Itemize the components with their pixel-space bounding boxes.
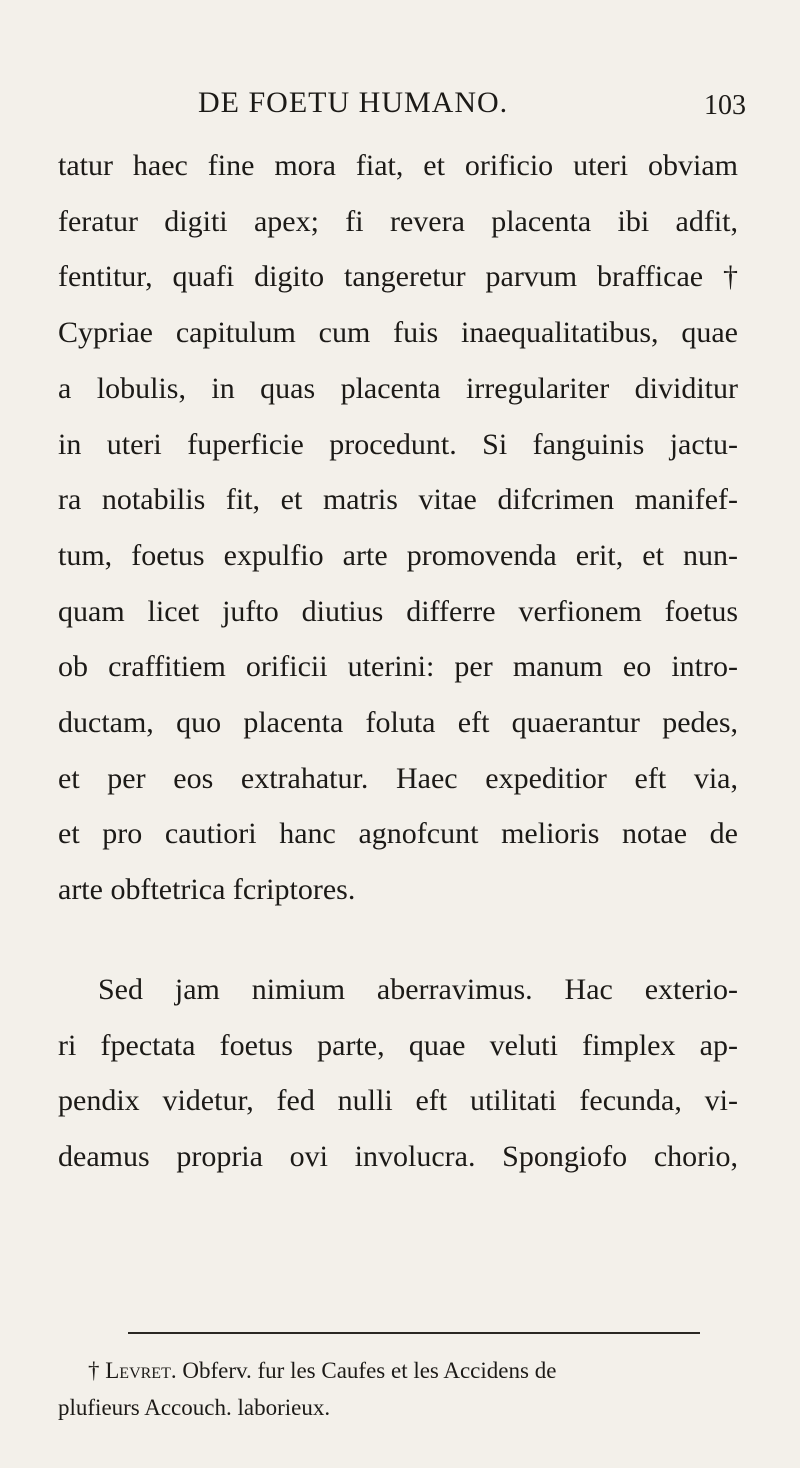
- text-line: ductam, quo placenta foluta eft quaerantur pedes,: [58, 706, 738, 740]
- text-line: ri fpectata foetus parte, quae veluti fimplex ap-: [58, 1028, 738, 1062]
- paragraph-2: [58, 962, 738, 1185]
- running-head: [58, 86, 758, 126]
- text-line: tum, foetus expulfio arte promovenda erit, et nun-: [58, 538, 738, 572]
- footnote-line: [58, 1352, 738, 1389]
- text-line: et per eos extrahatur. Haec expeditior eft via,: [58, 761, 738, 795]
- book-page: [58, 0, 758, 1468]
- body-text: [58, 138, 738, 1185]
- footnote-marker: †: [88, 1358, 100, 1383]
- text-line: tatur haec fine mora fiat, et orificio uteri obviam: [58, 149, 738, 182]
- footnote-line: plufieurs Accouch. laborieux.: [58, 1395, 331, 1420]
- text-line: in uteri fuperficie procedunt. Si fanguinis jactu-: [58, 427, 738, 461]
- footnote-author: Levret.: [105, 1358, 177, 1383]
- paragraph-gap: [58, 918, 738, 962]
- text-line: feratur digiti apex; fi revera placenta ibi adfit,: [58, 204, 738, 238]
- running-title: DE FOETU HUMANO.: [198, 86, 509, 119]
- footnote-text: Obferv. fur les Caufes et les Accidens de: [182, 1358, 557, 1383]
- text-line: deamus propria ovi involucra. Spongiofo chorio,: [58, 1139, 738, 1173]
- text-line: ob craffitiem orificii uterini: per manum eo intro-: [58, 650, 738, 684]
- text-line: Cypriae capitulum cum fuis inaequalitatibus, quae: [58, 316, 738, 350]
- text-line: arte obftetrica fcriptores.: [58, 873, 356, 907]
- text-line: a lobulis, in quas placenta irregulariter dividitur: [58, 371, 738, 405]
- footnote: [58, 1352, 738, 1426]
- text-line: ra notabilis fit, et matris vitae difcrimen manifef-: [58, 483, 738, 517]
- page-number: 103: [704, 90, 746, 121]
- text-line: et pro cautiori hanc agnofcunt melioris notae de: [58, 817, 738, 851]
- text-line: Sed jam nimium aberravimus. Hac exterio-: [98, 972, 738, 1006]
- text-line: fentitur, quafi digito tangeretur parvum brafficae †: [58, 260, 738, 294]
- text-line: quam licet jufto diutius differre verfionem foetus: [58, 594, 738, 628]
- footnote-rule: [128, 1332, 700, 1334]
- text-line: pendix videtur, fed nulli eft utilitati fecunda, vi-: [58, 1084, 738, 1118]
- paragraph-1: [58, 138, 738, 918]
